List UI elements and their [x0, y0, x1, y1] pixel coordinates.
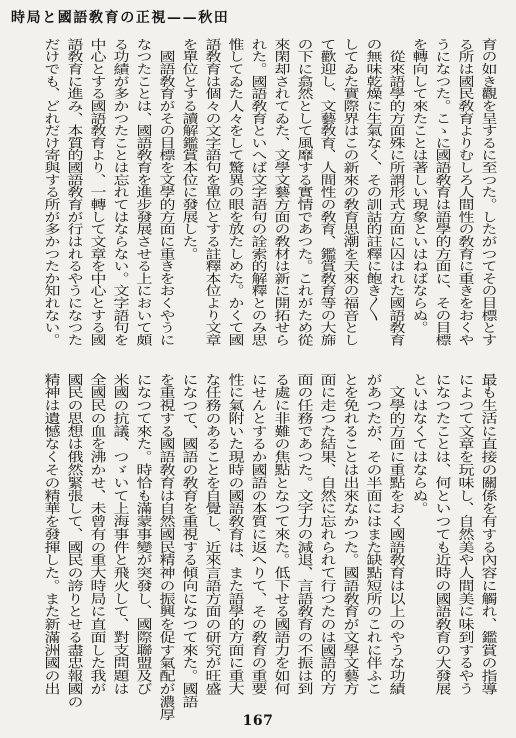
text-column: の無味乾燥に生氣なく、その訓詁的註釋に飽き〳〵: [364, 38, 383, 322]
text-column: の下に翕然として風靡する實情であつた。これがため從: [295, 38, 314, 346]
text-column: を單位とする讀解鑑賞本位に發展した。: [180, 38, 199, 260]
text-column: る所は國民敎育よりむしろ人間性の敎育に重きをおくや: [456, 38, 475, 346]
text-column: 育の如き觀を呈するに至つた。したがつてその目標とす: [479, 38, 498, 346]
text-column: 全國民の血を沸かせ、未曾有の重大時局に直面した我が: [88, 373, 107, 695]
text-column: 性に氣附いた現時の國語敎育は、また語學的方面に重大: [226, 373, 245, 695]
text-column: なつたことは、國語敎育を進步發展させる上において頗: [134, 38, 153, 346]
text-column: といはなくてはならぬ。: [410, 373, 429, 515]
running-header: 時局と國語敎育の正視——秋田: [11, 10, 230, 26]
text-column: 國語敎育がその目標を文學的方面に重きをおくやうに: [157, 38, 176, 346]
text-column: だけでも、どれだけ寄與する所が多かつたか知れない。: [42, 38, 61, 346]
text-column: て歡迎し、文藝敎育、人間性の敎育、鑑賞敎育等の大旆: [318, 38, 337, 346]
text-column: る功績が多かつたことは忘れてはならない。文字語句を: [111, 38, 130, 346]
text-column: があつたが、その半面にはまた缺點短所のこれに伴ふこ: [364, 373, 383, 695]
text-column: 精神は遺憾なくその精華を發揮した。また新滿洲國の出: [42, 373, 61, 695]
text-column: れた。國語敎育といへば文字語句の詮索的解釋とのみ思: [249, 38, 268, 346]
text-column: 惟してゐた人々をして驚異の眼を放たしめた。かくて國: [226, 38, 245, 346]
text-column: 國民の思想は俄然緊張して、國民の誇りとせる盡忠報國の: [65, 373, 84, 708]
text-column: 語敎育は個々の文字語句を單位とする註釋本位より文章: [203, 38, 222, 346]
text-column: を轉向して來たことは著しい現象といはねばならぬ。: [410, 38, 429, 334]
text-column: 來閑却されてゐた、文學文藝方面の敎材は新に開拓せら: [272, 38, 291, 346]
text-column: 語敎育に進み、本質的國語敎育が行はれるやうになつた: [65, 38, 84, 346]
text-column: 面の任務であつた。文字力の減退、言語敎育の不振は到: [295, 373, 314, 695]
text-column: 最も生活に直接の關係を有する內容に觸れ、鑑賞の指導: [479, 373, 498, 695]
text-column: にせんとするか國語の本質に返へりて、その敎育の重要: [249, 373, 268, 695]
text-column: を重視する國語敎育は自然國民精神の振興を促す氣配が濃厚: [157, 373, 176, 721]
text-column: な任務のあることを自覺し、近來言語方面の研究が旺盛: [203, 373, 222, 695]
text-block-upper: [40, 38, 500, 346]
text-column: とを免れることは出來なかつた。國語敎育が文學文藝方: [341, 373, 360, 695]
text-column: になつて、國語の敎育を重視する傾向になつて來た。國語: [180, 373, 199, 708]
page-number: 167: [242, 713, 274, 729]
text-column: 面に走つた結果、自然に忘れられて行つたのは國語的方: [318, 373, 337, 695]
text-column: 從來語學的方面殊に所謂形式方面に囚はれた國語敎育: [387, 38, 406, 346]
text-column: になつたことは、何といつても近時の國語敎育の大發展: [433, 373, 452, 695]
text-column: る處に非難の焦點となつて來た。低下せる國語力を如何: [272, 373, 291, 695]
text-column: によつて文章を玩味し、自然美や人間美に味到するやう: [456, 373, 475, 695]
text-column: 中心とする國語敎育より、一轉して文章を中心とする國: [88, 38, 107, 346]
text-column: 文學的方面に重點をおく國語敎育は以上のやうな功績: [387, 373, 406, 695]
text-column: うになつた。こゝに國語敎育は語學的方面に、その目標: [433, 38, 452, 346]
text-column: になつて來た。時恰も滿蒙事變が突發し、國際聯盟及び: [134, 373, 153, 695]
text-column: 米國の抗議、つゞいて上海事件と飛火して、對支問題は: [111, 373, 130, 695]
text-column: してゐた實際界はこの新來の敎育思潮を天來の福音とし: [341, 38, 360, 346]
